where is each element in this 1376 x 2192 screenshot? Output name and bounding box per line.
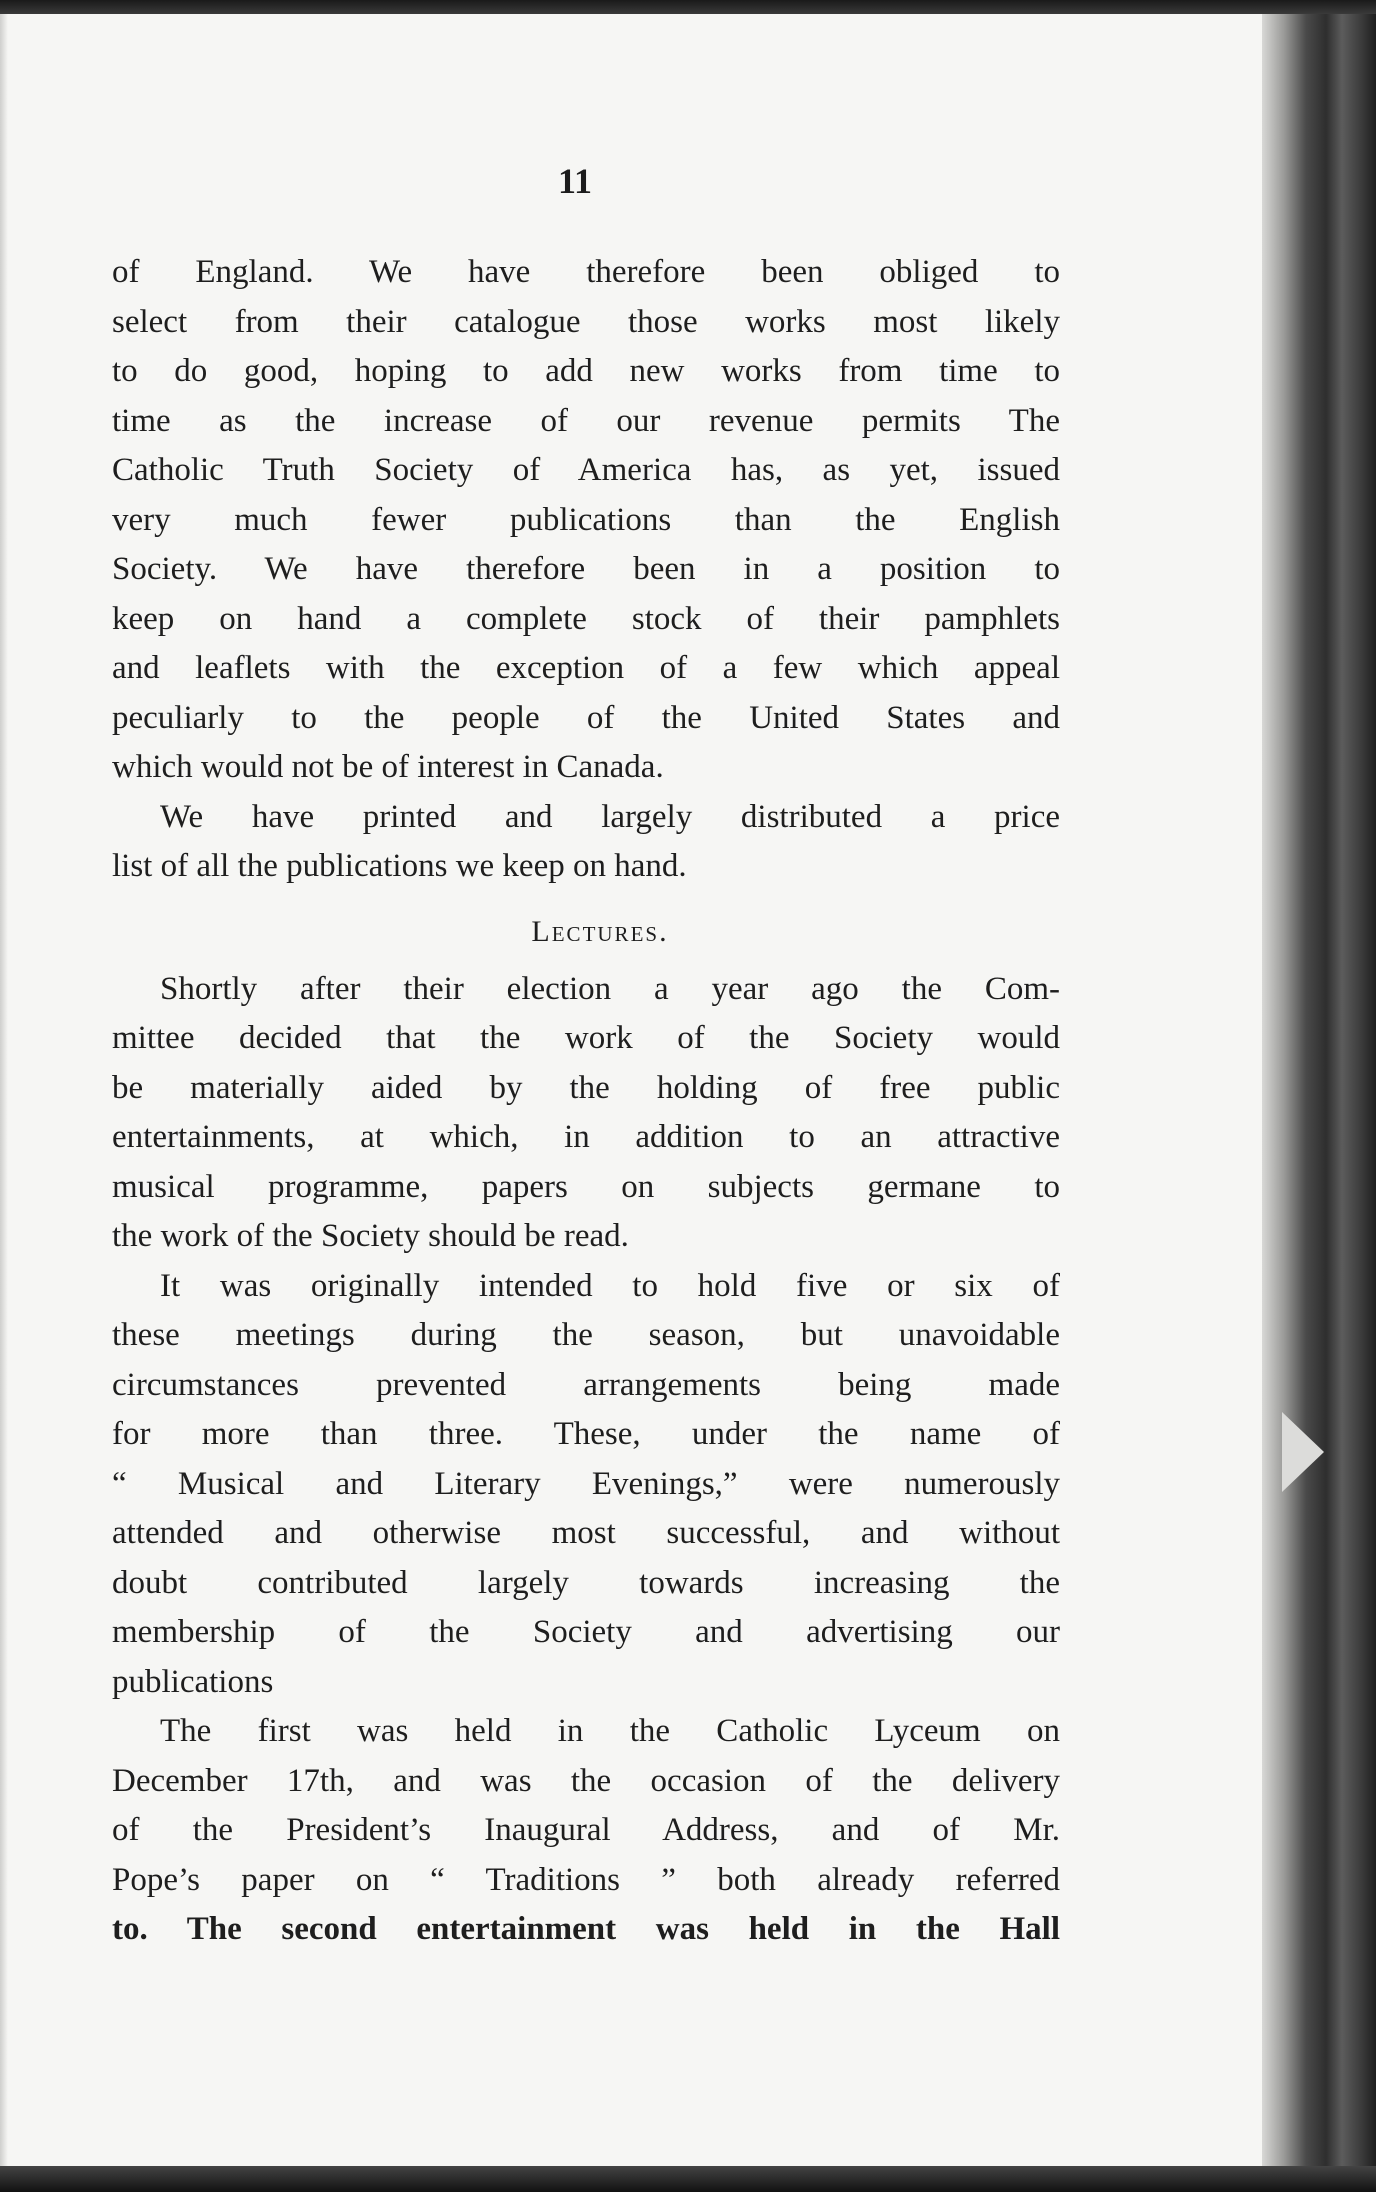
- text-line: to. The second entertainment was held in the Hall: [112, 1911, 1060, 1947]
- scan-top-edge: [0, 0, 1376, 14]
- page-number: 11: [557, 161, 592, 201]
- text-line: select from their catalogue those works most likely: [112, 303, 1060, 340]
- text-line: keep on hand a complete stock of their pamphlets: [112, 600, 1060, 637]
- text-line: for more than three. These, under the name of: [112, 1416, 1060, 1452]
- text-line: peculiarly to the people of the United States and: [112, 699, 1060, 736]
- text-line: “ Musical and Literary Evenings,” were numerously: [112, 1465, 1060, 1502]
- text-line: membership of the Society and advertising our: [112, 1614, 1060, 1650]
- text-line: which would not be of interest in Canada.: [112, 749, 664, 785]
- text-line: and leaflets with the exception of a few which appeal: [112, 650, 1060, 686]
- text-line: be materially aided by the holding of free public: [112, 1069, 1060, 1106]
- scan-bottom-edge: [0, 2166, 1376, 2192]
- section-heading: Lectures.: [531, 914, 669, 948]
- text-line: these meetings during the season, but unavoidable: [112, 1317, 1060, 1353]
- text-line: Society. We have therefore been in a position to: [112, 551, 1060, 587]
- text-line: It was originally intended to hold five or six of: [160, 1267, 1060, 1304]
- paragraph: [112, 1707, 1060, 1955]
- text-line: December 17th, and was the occasion of the delivery: [112, 1762, 1060, 1799]
- page-left-edge: [0, 0, 8, 2192]
- text-line: Pope’s paper on “ Traditions ” both already referred: [112, 1861, 1060, 1898]
- text-line: doubt contributed largely towards increasing the: [112, 1564, 1060, 1601]
- text-line: of the President’s Inaugural Address, and of Mr.: [112, 1812, 1060, 1848]
- text-line: list of all the publications we keep on hand.: [112, 848, 687, 884]
- text-line: of England. We have therefore been obliged to: [112, 254, 1060, 290]
- binding-tab: [1282, 1412, 1324, 1492]
- paragraph: [112, 248, 1060, 793]
- paragraph: [112, 965, 1060, 1262]
- text-line: Shortly after their election a year ago the Com-: [160, 970, 1060, 1007]
- book-binding-edge: [1262, 0, 1376, 2192]
- text-line: very much fewer publications than the English: [112, 501, 1060, 538]
- text-line: to do good, hoping to add new works from time to: [112, 353, 1060, 389]
- body-text: [112, 248, 1060, 1955]
- text-line: circumstances prevented arrangements being made: [112, 1366, 1060, 1403]
- paragraph: [112, 1262, 1060, 1708]
- text-line: Catholic Truth Society of America has, as yet, issued: [112, 452, 1060, 488]
- text-line: time as the increase of our revenue permits The: [112, 402, 1060, 439]
- text-line: We have printed and largely distributed a price: [160, 798, 1060, 835]
- text-line: mittee decided that the work of the Society would: [112, 1020, 1060, 1056]
- text-line: The first was held in the Catholic Lyceum on: [160, 1713, 1060, 1749]
- text-line: publications: [112, 1663, 274, 1700]
- paragraph: [112, 793, 1060, 892]
- text-line: attended and otherwise most successful, and without: [112, 1515, 1060, 1551]
- text-line: entertainments, at which, in addition to an attractive: [112, 1119, 1060, 1155]
- text-line: the work of the Society should be read.: [112, 1218, 629, 1254]
- text-line: musical programme, papers on subjects germane to: [112, 1168, 1060, 1205]
